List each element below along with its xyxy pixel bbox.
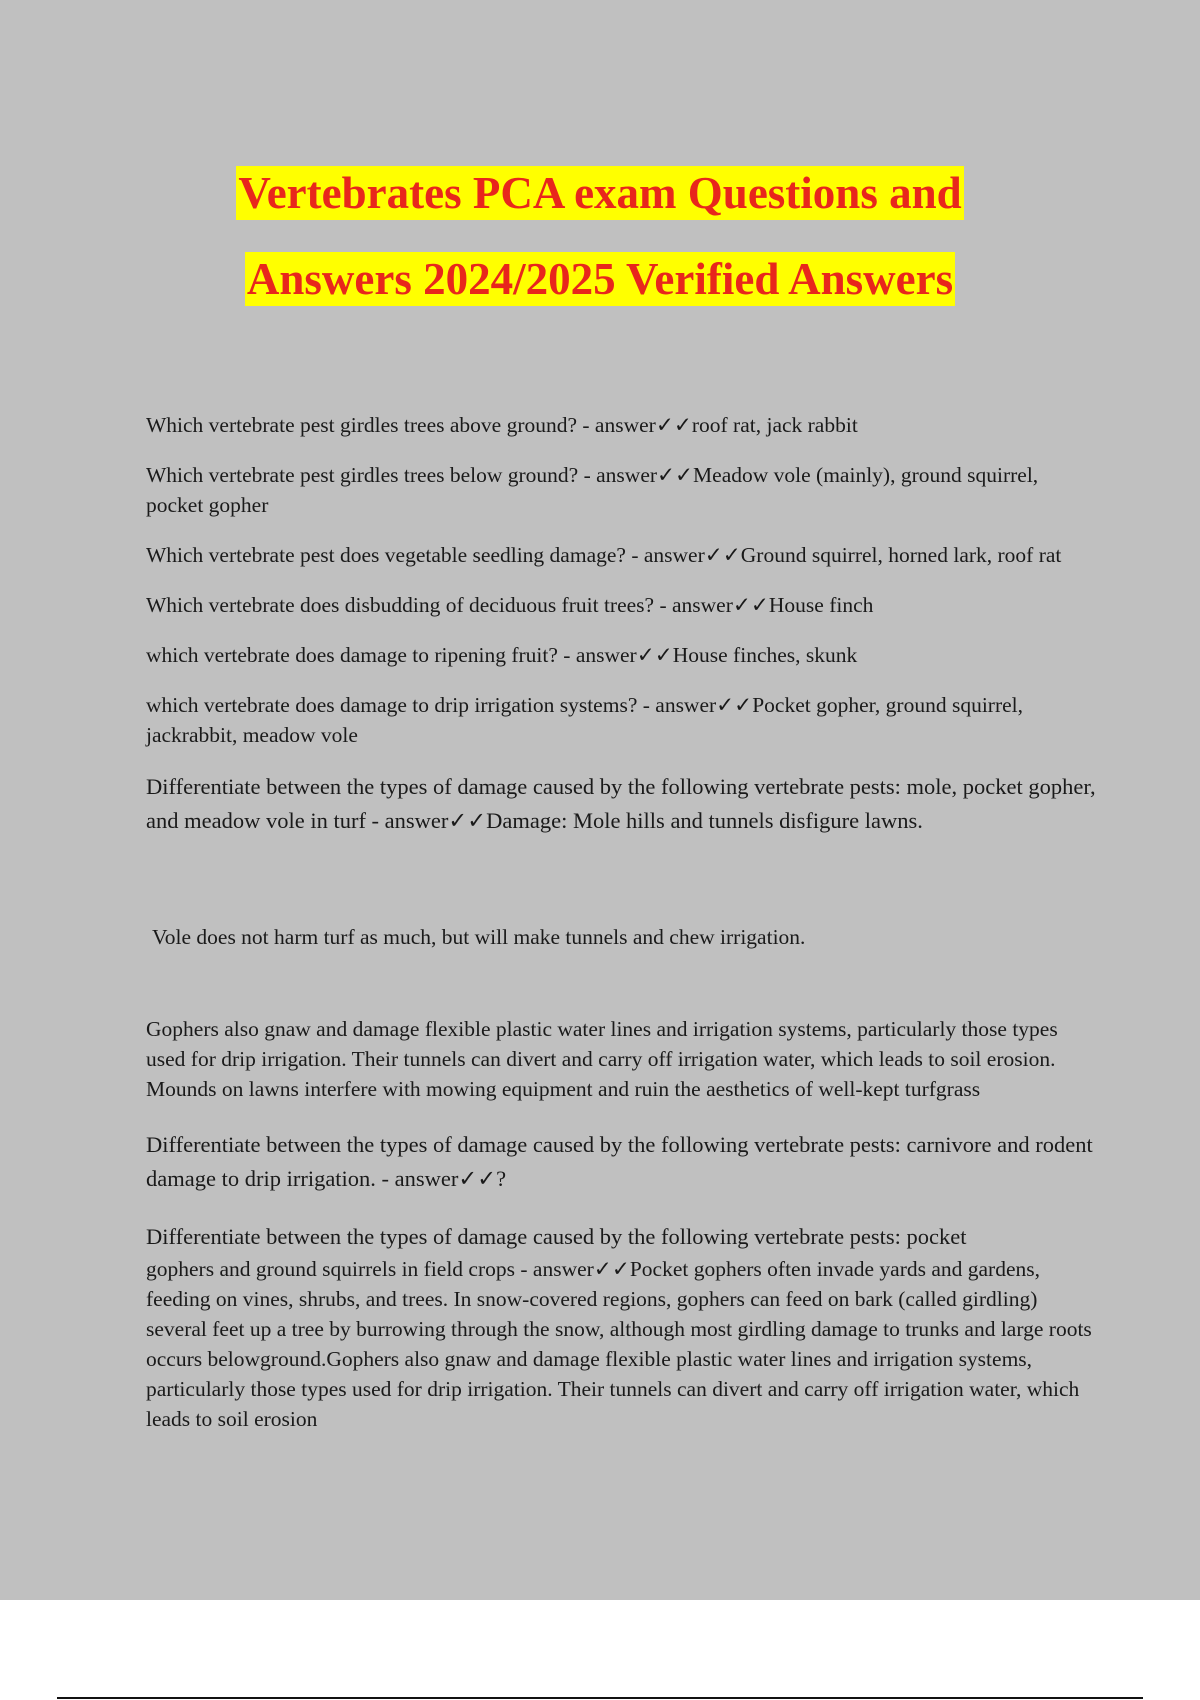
qa-item bbox=[146, 1220, 1096, 1434]
answer-paragraph-gophers: Gophers also gnaw and damage flexible plastic water lines and irrigation systems, particularly those types used for drip irrigation. Their tunnels can divert and carry off irrigation water, which leads to soil erosion. Mounds on lawns interfere with mowing equipment and ruin the aesthetics of well-kept turfgrass bbox=[146, 1017, 1058, 1101]
qa-item-continuation: gophers and ground squirrels in field crops - answer✓✓Pocket gophers often invade yards and gardens, feeding on vines, shrubs, and trees. In snow-covered regions, gophers can feed on bark (called girdling) several feet up a tree by burrowing through the snow, although most girdling damage to trunks and large roots occurs belowground.Gophers also gnaw and damage flexible plastic water lines and irrigation systems, particularly those types used for drip irrigation. Their tunnels can divert and carry off irrigation water, which leads to soil erosion bbox=[146, 1257, 1092, 1431]
qa-item: Which vertebrate pest girdles trees above ground? - answer✓✓roof rat, jack rabbit bbox=[146, 413, 858, 437]
qa-item: Which vertebrate pest does vegetable seedling damage? - answer✓✓Ground squirrel, horned lark, roof rat bbox=[146, 543, 1062, 567]
qa-item: Which vertebrate does disbudding of deciduous fruit trees? - answer✓✓House finch bbox=[146, 593, 874, 617]
qa-item: which vertebrate does damage to drip irrigation systems? - answer✓✓Pocket gopher, ground squirrel, jackrabbit, meadow vole bbox=[146, 693, 1024, 747]
qa-item: Differentiate between the types of damage caused by the following vertebrate pests: mole, pocket gopher, and meadow vole in turf - answer✓✓Damage: Mole hills and tunnels disfigure lawns. bbox=[146, 774, 1096, 833]
qa-item-first-line: Differentiate between the types of damage caused by the following vertebrate pests: pocket bbox=[146, 1224, 967, 1249]
answer-paragraph-vole: Vole does not harm turf as much, but will make tunnels and chew irrigation. bbox=[152, 925, 806, 949]
qa-list bbox=[146, 410, 1096, 1434]
footer-rule bbox=[57, 1697, 1143, 1699]
qa-item: which vertebrate does damage to ripening fruit? - answer✓✓House finches, skunk bbox=[146, 643, 858, 667]
qa-item: Which vertebrate pest girdles trees below ground? - answer✓✓Meadow vole (mainly), ground squirrel, pocket gopher bbox=[146, 463, 1039, 517]
title-line-2: Answers 2024/2025 Verified Answers bbox=[246, 254, 954, 304]
qa-item: Differentiate between the types of damage caused by the following vertebrate pests: carnivore and rodent damage to drip irrigation. - answer✓✓? bbox=[146, 1132, 1093, 1191]
document-title bbox=[0, 166, 1200, 306]
spacer bbox=[146, 862, 1096, 922]
title-line-1: Vertebrates PCA exam Questions and bbox=[238, 168, 962, 218]
